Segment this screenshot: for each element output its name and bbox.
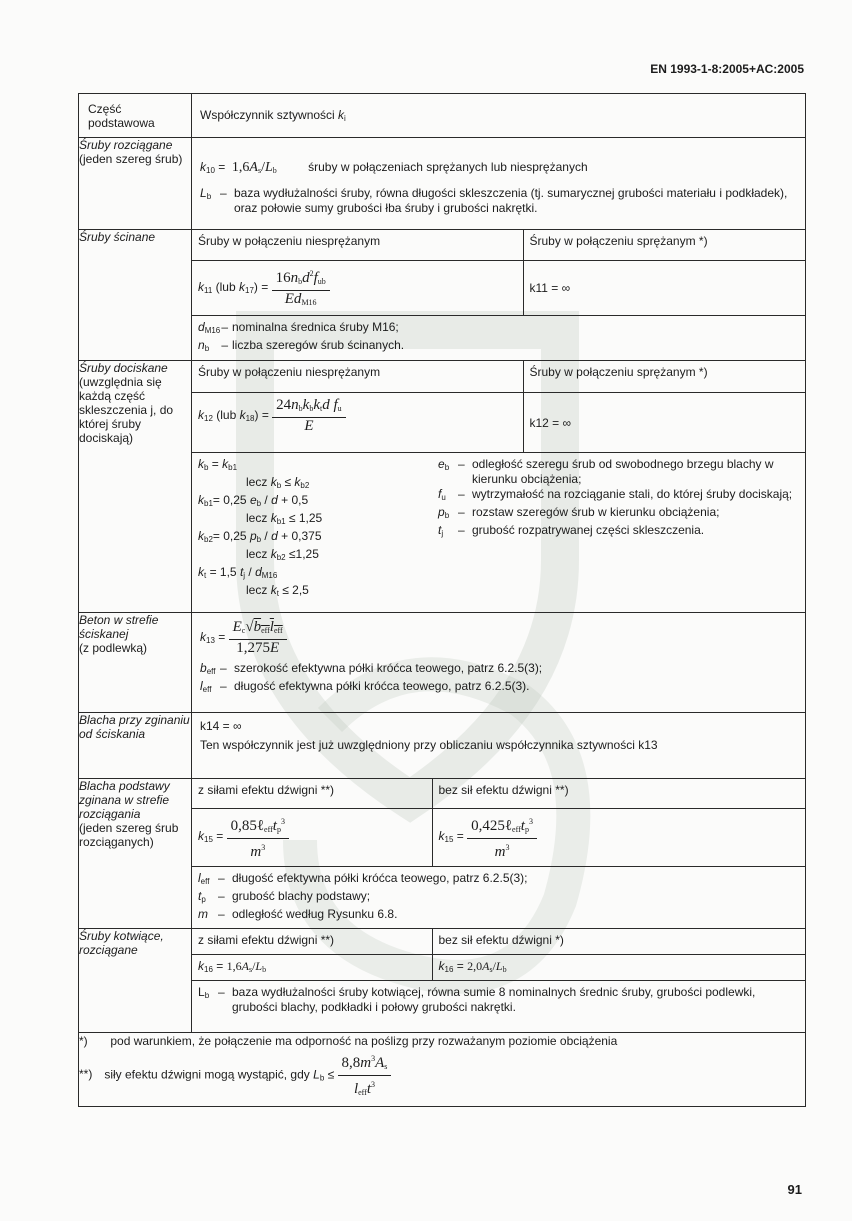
base-plate-h-with: z siłami efektu dźwigni **) xyxy=(192,779,432,809)
header-component: Część podstawowa xyxy=(79,94,192,138)
k11-pre: k11 = ∞ xyxy=(523,260,805,315)
cell-bearing-bolts xyxy=(192,360,806,612)
row-concrete xyxy=(79,612,806,712)
formula-k16-with: $k_{16} = 1,6A_s/L_b$ xyxy=(192,955,432,981)
footnote-2-formula: $\frac{8,8m^3A_s}{l_{eff}t^3}$ xyxy=(338,1050,392,1101)
row-bearing-bolts xyxy=(79,360,806,612)
label-base-plate-title: Blacha podstawy zginana w strefie rozciągania xyxy=(79,778,170,821)
stiffness-table xyxy=(78,93,806,1107)
table-header-row xyxy=(79,94,806,138)
cell-plate-bending-comp xyxy=(192,712,806,778)
k10-note: śruby w połączeniach sprężanych lub niesprężanych xyxy=(308,160,588,174)
def-lb-text: baza wydłużalności śruby, równa długości skleszczenia (tj. sumarycznej grubości materiału i podkładek), oraz połowie sumy grubości łba śruby i grubości nakrętki. xyxy=(234,186,788,215)
label-bearing-bolts xyxy=(79,360,192,612)
k12-pre: k12 = ∞ xyxy=(523,393,805,453)
cell-concrete: $k_{13}$ = $\frac{E_c√b_{eff}l_{eff}}{1,275E}$ $b_{eff}$ – szerokość efektywna półki króćca teowego, patrz 6.2.5(3); $l_{eff}$ – długość efektywna półki króćca teowego, patrz 6.2.5(3). xyxy=(192,612,806,712)
def-tj: grubość rozpatrywanej części skleszczenia. xyxy=(472,523,705,537)
def-fu: wytrzymałość na rozciąganie stali, do której śruby dociskają; xyxy=(472,487,793,501)
formula-k15-without: $k_{15}$ = $\frac{0,425\ell_{eff}t_p^3}{m^3}$ xyxy=(432,809,805,867)
label-base-plate-sub: (jeden szereg śrub rozciąganych) xyxy=(79,820,179,849)
label-anchor-bolts-title: Śruby kotwiące, rozciągane xyxy=(79,928,164,957)
shear-inner-table xyxy=(192,230,805,360)
bearing-h-pre: Śruby w połączeniu sprężanym *) xyxy=(523,361,805,393)
row-tension-bolts xyxy=(79,138,806,230)
label-plate-bending-comp-title: Blacha przy zginaniu od ściskania xyxy=(79,712,190,741)
label-bearing-bolts-sub: (uwzględnia się każdą część skleszczenia j, do której śruby dociskają) xyxy=(79,374,174,445)
row-footnotes xyxy=(79,1032,806,1106)
footnote-1 xyxy=(79,1033,805,1050)
label-base-plate xyxy=(79,778,192,928)
def-leff: długość efektywna półki króćca teowego, patrz 6.2.5(3). xyxy=(234,678,530,693)
base-plate-inner-table xyxy=(192,779,805,927)
shear-h-pre: Śruby w połączeniu sprężanym *) xyxy=(523,230,805,260)
bearing-symbol-defs: $e_b$ – odległość szeregu śrub od swobodnego brzegu blachy w kierunku obciążenia; $f_u$ – wytrzymałość na rozciąganie stali, do której śruby dociskają; $p_b$ – rozstaw szeregów śrub w kierunku obciążenia; $t_j$ – grubość rozpatrywanej części skleszczenia. xyxy=(438,457,799,601)
standard-reference: EN 1993-1-8:2005+AC:2005 xyxy=(650,62,804,76)
label-tension-bolts xyxy=(79,138,192,230)
shear-h-nonpre: Śruby w połączeniu niesprężanym xyxy=(192,230,523,260)
cell-anchor-bolts xyxy=(192,928,806,1032)
anchor-h-with: z siłami efektu dźwigni **) xyxy=(192,929,432,955)
label-shear-bolts xyxy=(79,230,192,361)
footnote-1-mark: *) xyxy=(79,1033,88,1048)
shear-defs: $d_{M16}$ – nominalna średnica śruby M16; $n_b$ – liczba szeregów śrub ścinanych. xyxy=(192,315,805,360)
formula-k16-without: $k_{16} = 2,0A_s/L_b$ xyxy=(432,955,805,981)
label-plate-bending-comp xyxy=(79,712,192,778)
anchor-h-without: bez sił efektu dźwigni *) xyxy=(432,929,805,955)
cell-tension-bolts xyxy=(192,138,806,230)
formula-k12: $k_{12}$ (lub $k_{18}$) = $\frac{24n_bk_bk_td f_u}{E}$ xyxy=(192,393,523,453)
label-concrete xyxy=(79,612,192,712)
formula-k13: $k_{13}$ = $\frac{E_c√b_{eff}l_{eff}}{1,275E}$ xyxy=(200,619,797,657)
label-concrete-sub: (z podlewką) xyxy=(79,640,148,655)
row-anchor-bolts xyxy=(79,928,806,1032)
def-lb: $L_b$ – baza wydłużalności śruby, równa długości skleszczenia (tj. sumarycznej grubości materiału i podkładek), oraz połowie sumy grubości łba śruby i grubości nakrętki. xyxy=(200,186,797,216)
def-dm16: nominalna średnica śruby M16; xyxy=(232,319,399,334)
base-plate-h-without: bez sił efektu dźwigni **) xyxy=(432,779,805,809)
def-pb: rozstaw szeregów śrub w kierunku obciążenia; xyxy=(472,505,720,519)
anchor-inner-table xyxy=(192,929,805,1020)
label-bearing-bolts-title: Śruby dociskane xyxy=(79,360,168,375)
label-shear-bolts-title: Śruby ścinane xyxy=(79,230,156,244)
footnotes xyxy=(79,1032,806,1106)
label-anchor-bolts xyxy=(79,928,192,1032)
def-nb: liczba szeregów śrub ścinanych. xyxy=(232,337,405,352)
footnote-2-mark: **) xyxy=(79,1067,93,1082)
def-beff: szerokość efektywna półki króćca teowego, patrz 6.2.5(3); xyxy=(234,660,543,675)
footnote-2-text: siły efektu dźwigni mogą wystąpić, gdy xyxy=(104,1067,310,1082)
anchor-defs: $L_b$ – baza wydłużalności śruby kotwiącej, równa sumie 8 nominalnych średnic śruby, grubości podlewki, grubości blachy, podkładki i połowy grubości nakrętki. xyxy=(192,981,805,1020)
label-tension-bolts-title: Śruby rozciągane xyxy=(79,138,173,152)
formula-k11: $k_{11}$ (lub $k_{17}$) = $\frac{16n_bd^2f_{ub}}{Ed_{M16}}$ xyxy=(192,260,523,315)
row-plate-bending-comp xyxy=(79,712,806,778)
formula-k10: $k_{10} = 1,6A_s/L_b$ śruby w połączeniach sprężanych lub niesprężanych xyxy=(200,160,588,175)
k14-note: Ten współczynnik jest już uwzględniony przy obliczaniu współczynnika sztywności k13 xyxy=(200,737,658,752)
row-shear-bolts xyxy=(79,230,806,361)
bearing-kb-formulas: $k_b = k_{b1}$ lecz $k_b \le k_{b2}$ $k_{b1}= 0,25$ $e_b / d + 0,5$ lecz $k_{b1} \le 1,25$ $k_{b2}= 0,25$ $p_b / d + 0,375$ lecz $k_{b2} \le 1,25$ $k_t = 1,5$ $t_j / d_{M16}$ lecz $k_t \le 2,5$ xyxy=(198,457,323,598)
row-base-plate xyxy=(79,778,806,928)
label-tension-bolts-sub: (jeden szereg śrub) xyxy=(79,152,183,166)
base-plate-defs: $l_{eff}$ – długość efektywna półki króćca teowego, patrz 6.2.5(3); $t_p$ – grubość blachy podstawy; m – odległość według Rysunku 6.8. xyxy=(192,867,805,927)
def-base-leff: długość efektywna półki króćca teowego, patrz 6.2.5(3); xyxy=(232,871,528,885)
cell-shear-bolts xyxy=(192,230,806,361)
def-tp: grubość blachy podstawy; xyxy=(232,889,371,903)
bearing-h-nonpre: Śruby w połączeniu niesprężanym xyxy=(192,361,523,393)
bearing-inner-table xyxy=(192,361,805,606)
page-number: 91 xyxy=(787,1182,802,1197)
cell-base-plate xyxy=(192,778,806,928)
footnote-2: **) siły efektu dźwigni mogą wystąpić, gdy $L_b$ ≤ $\frac{8,8m^3A_s}{l_{eff}t^3}$ xyxy=(79,1050,805,1101)
def-anchor-lb: baza wydłużalności śruby kotwiącej, równa sumie 8 nominalnych średnic śruby, grubości podlewki, grubości blachy, podkładki i połowy grubości nakrętki. xyxy=(232,985,756,1014)
def-eb: odległość szeregu śrub od swobodnego brzegu blachy w kierunku obciążenia; xyxy=(472,457,774,486)
header-stiffness: Współczynnik sztywności $k_i$ xyxy=(192,94,806,138)
formula-k15-with: $k_{15}$ = $\frac{0,85\ell_{eff}t_p^3}{m^3}$ xyxy=(192,809,432,867)
bearing-defs xyxy=(192,453,805,606)
label-concrete-title: Beton w strefie ściskanej xyxy=(79,612,159,641)
footnote-1-text: pod warunkiem, że połączenie ma odporność na poślizg przy rozważanym poziomie obciążenia xyxy=(110,1033,618,1048)
k14-value: k14 = ∞ xyxy=(200,718,242,733)
header-stiffness-label: Współczynnik sztywności xyxy=(200,108,335,122)
def-m: odległość według Rysunku 6.8. xyxy=(232,907,398,921)
